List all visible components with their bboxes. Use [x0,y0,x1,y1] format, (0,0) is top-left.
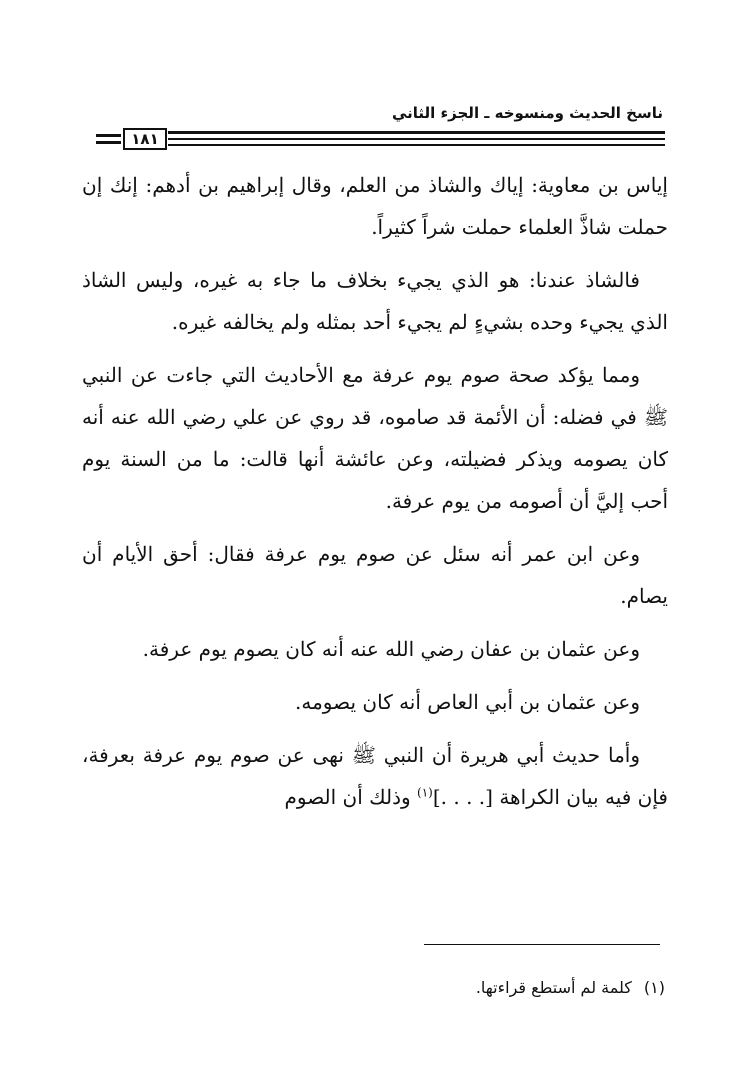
main-text [82,164,668,829]
page-number: ١٨١ [123,128,167,150]
footnote-number: (١) [643,978,665,997]
footnote-text: كلمة لم أستطع قراءتها. [475,978,632,997]
paragraph-tail: وذلك أن الصوم [284,785,411,809]
running-title: ناسخ الحديث ومنسوخه ـ الجزء الثاني [391,104,663,122]
paragraph-with-footnote [82,734,668,818]
paragraph: وعن ابن عمر أنه سئل عن صوم يوم عرفة فقال: أحق الأيام أن يصام. [82,542,668,608]
paragraph: ومما يؤكد صحة صوم يوم عرفة مع الأحاديث التي جاءت عن النبي ﷺ في فضله: أن الأئمة قد صاموه، قد روي عن علي رضي الله عنه أنه كان يصومه ويذكر فضيلته، وعن عائشة أنها قالت: ما من السنة يوم أحب إليَّ أن أصومه من يوم عرفة. [82,363,668,513]
header-rule [168,138,665,140]
paragraph: وعن عثمان بن أبي العاص أنه كان يصومه. [295,690,640,714]
page-number-ornament [96,134,121,137]
paragraph: وعن عثمان بن عفان رضي الله عنه أنه كان يصوم يوم عرفة. [142,637,640,661]
footnote-separator [424,944,660,945]
footnote-marker: (١) [417,785,433,800]
header-rule [168,131,665,134]
paragraph: إياس بن معاوية: إياك والشاذ من العلم، وقال إبراهيم بن أدهم: إنك إن حملت شاذَّ العلماء حملت شراً كثيراً. [82,173,668,239]
header-rule [168,144,665,146]
paragraph: فالشاذ عندنا: هو الذي يجيء بخلاف ما جاء به غيره، وليس الشاذ الذي يجيء وحده بشيءٍ لم يجيء أحد بمثله ولم يخالفه غيره. [82,268,668,334]
page-number-ornament [96,141,121,144]
paragraph-text: وأما حديث أبي هريرة أن النبي ﷺ نهى عن صوم يوم عرفة بعرفة، فإن فيه بيان الكراهة [. . . .] [82,743,668,809]
footnote [476,978,665,997]
